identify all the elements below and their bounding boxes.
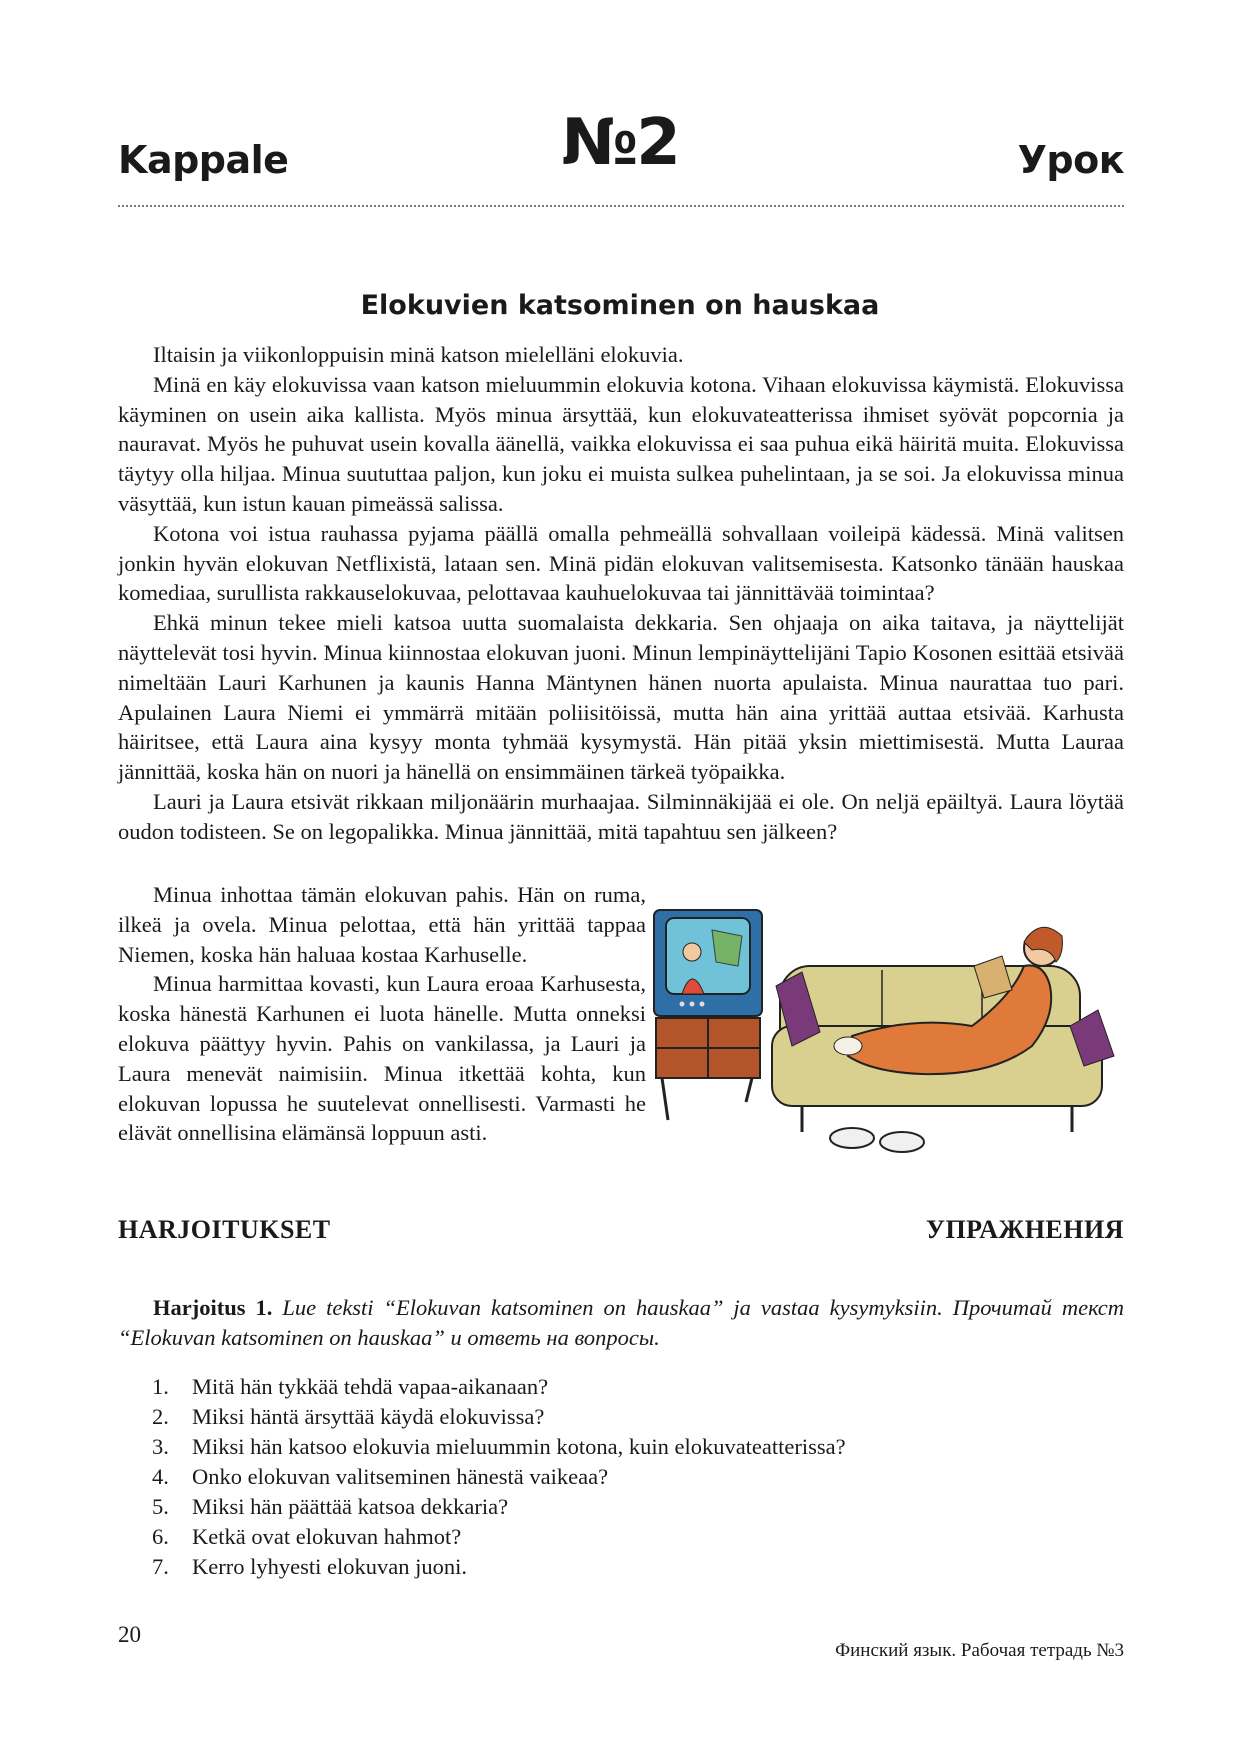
list-item: 4. Onko elokuvan valitseminen hänestä vaikeaa?	[152, 1464, 609, 1489]
header-urok: Урок	[1017, 138, 1124, 182]
list-item: 1. Mitä hän tykkää tehdä vapaa-aikanaan?	[152, 1374, 549, 1399]
paragraph: Iltaisin ja viikonloppuisin minä katson mielelläni elokuvia.	[153, 342, 684, 367]
footer-book-title: Финский язык. Рабочая тетрадь №3	[835, 1640, 1124, 1661]
paragraph: Lauri ja Laura etsivät rikkaan miljonäärin murhaajaa. Silminnäkijää ei ole. On neljä epäiltyä. Laura löytää oudon todisteen. Se on legopalikka. Minua jännittää, mitä tapahtuu sen jälkeen?	[118, 788, 1124, 844]
header-divider	[118, 205, 1124, 207]
list-item: 3. Miksi hän katsoo elokuvia mieluummin kotona, kuin elokuvateatterissa?	[152, 1434, 846, 1459]
question-list	[152, 1372, 846, 1582]
paragraph: Minä en käy elokuvissa vaan katson mieluummin elokuvia kotona. Vihaan elokuvissa käymistä. Elokuvissa käyminen on usein aika kallista. Myös minua ärsyttää, kun elokuvateatterissa ihmiset syövät popcornia ja nauravat. Myös he puhuvat usein kovalla äänellä, vaikka elokuvissa ei saa puhua eikä häiritä muita. Elokuvissa täytyy olla hiljaa. Minua suututtaa paljon, kun joku ei muista sulkea puhelintaan, ja se soi. Ja elokuvissa minua väsyttää, kun istun kauan pimeässä salissa.	[118, 371, 1124, 516]
exercise-label: Harjoitus 1.	[153, 1295, 273, 1320]
main-text	[118, 340, 1124, 847]
paragraph: Ehkä minun tekee mieli katsoa uutta suomalaista dekkaria. Sen ohjaaja on aika taitava, ja näyttelijät näyttelevät tosi hyvin. Minua kiinnostaa elokuvan juoni. Minun lempinäyttelijäni Tapio Kosonen esittää etsivää nimeltään Lauri Karhunen ja kaunis Hanna Mäntynen hänen nuorta apulaista. Minua naurattaa tuo pari. Apulainen Laura Niemi ei ymmärrä mitään poliisitöissä, mutta hän aina yrittää auttaa etsivää. Karhusta häiritsee, että Laura aina kysyy monta tyhmää kysymystä. Hän pitää yksin miettimisestä. Mutta Lauraa jännittää, koska hän on nuori ja hänellä on ensimmäinen tärkeä työpaikka.	[118, 610, 1124, 785]
paragraph: Kotona voi istua rauhassa pyjama päällä omalla pehmeällä sohvallaan voileipä kädessä. Minä valitsen jonkin hyvän elokuvan Netflixistä, lataan sen. Minä pidän elokuvan valitsemisesta. Katsonko tänään hauskaa komediaa, surullista rakkauselokuvaa, pelottavaa kauhuelokuvaa tai jännittävää toimintaa?	[118, 520, 1124, 606]
header-kappale: Kappale	[118, 138, 289, 182]
list-item: 7. Kerro lyhyesti elokuvan juoni.	[152, 1554, 467, 1579]
section-heading-uprazhneniya: УПРАЖНЕНИЯ	[925, 1215, 1124, 1244]
page-number: 20	[118, 1622, 141, 1647]
list-item: 2. Miksi häntä ärsyttää käydä elokuvissa?	[152, 1404, 545, 1429]
exercise-instruction	[118, 1293, 1124, 1353]
woman-watching-tv-illustration	[652, 906, 1124, 1174]
paragraph: Minua harmittaa kovasti, kun Laura eroaa Karhusesta, koska hänestä Karhunen ei luota hänelle. Mutta onneksi elokuva päättyy hyvin. Pahis on vankilassa, ja Lauri ja Laura menevät naimisiin. Minua itkettää kohta, kun elokuvan lopussa he suutelevat onnellisesti. Varmasti he elävät onnellisina elämänsä loppuun asti.	[118, 971, 646, 1146]
paragraph: Minua inhottaa tämän elokuvan pahis. Hän on ruma, ilkeä ja ovela. Minua pelottaa, että hän yrittää tappaa Niemen, koska hän haluaa kostaa Karhuselle.	[118, 882, 646, 967]
section-heading-harjoitukset: HARJOITUKSET	[118, 1215, 331, 1244]
list-item: 5. Miksi hän päättää katsoa dekkaria?	[152, 1494, 509, 1519]
slippers	[830, 1128, 874, 1148]
text-beside-illustration	[118, 880, 646, 1148]
exercise-text: Lue teksti “Elokuvan katsominen on hauskaa” ja vastaa kysymyksiin. Прочитай текст “Elokuvan katsominen on hauskaa” и ответь на вопросы.	[118, 1295, 1124, 1350]
list-item: 6. Ketkä ovat elokuvan hahmot?	[152, 1524, 462, 1549]
text-title: Elokuvien katsominen on hauskaa	[360, 290, 880, 321]
lesson-number: №2	[561, 106, 679, 180]
